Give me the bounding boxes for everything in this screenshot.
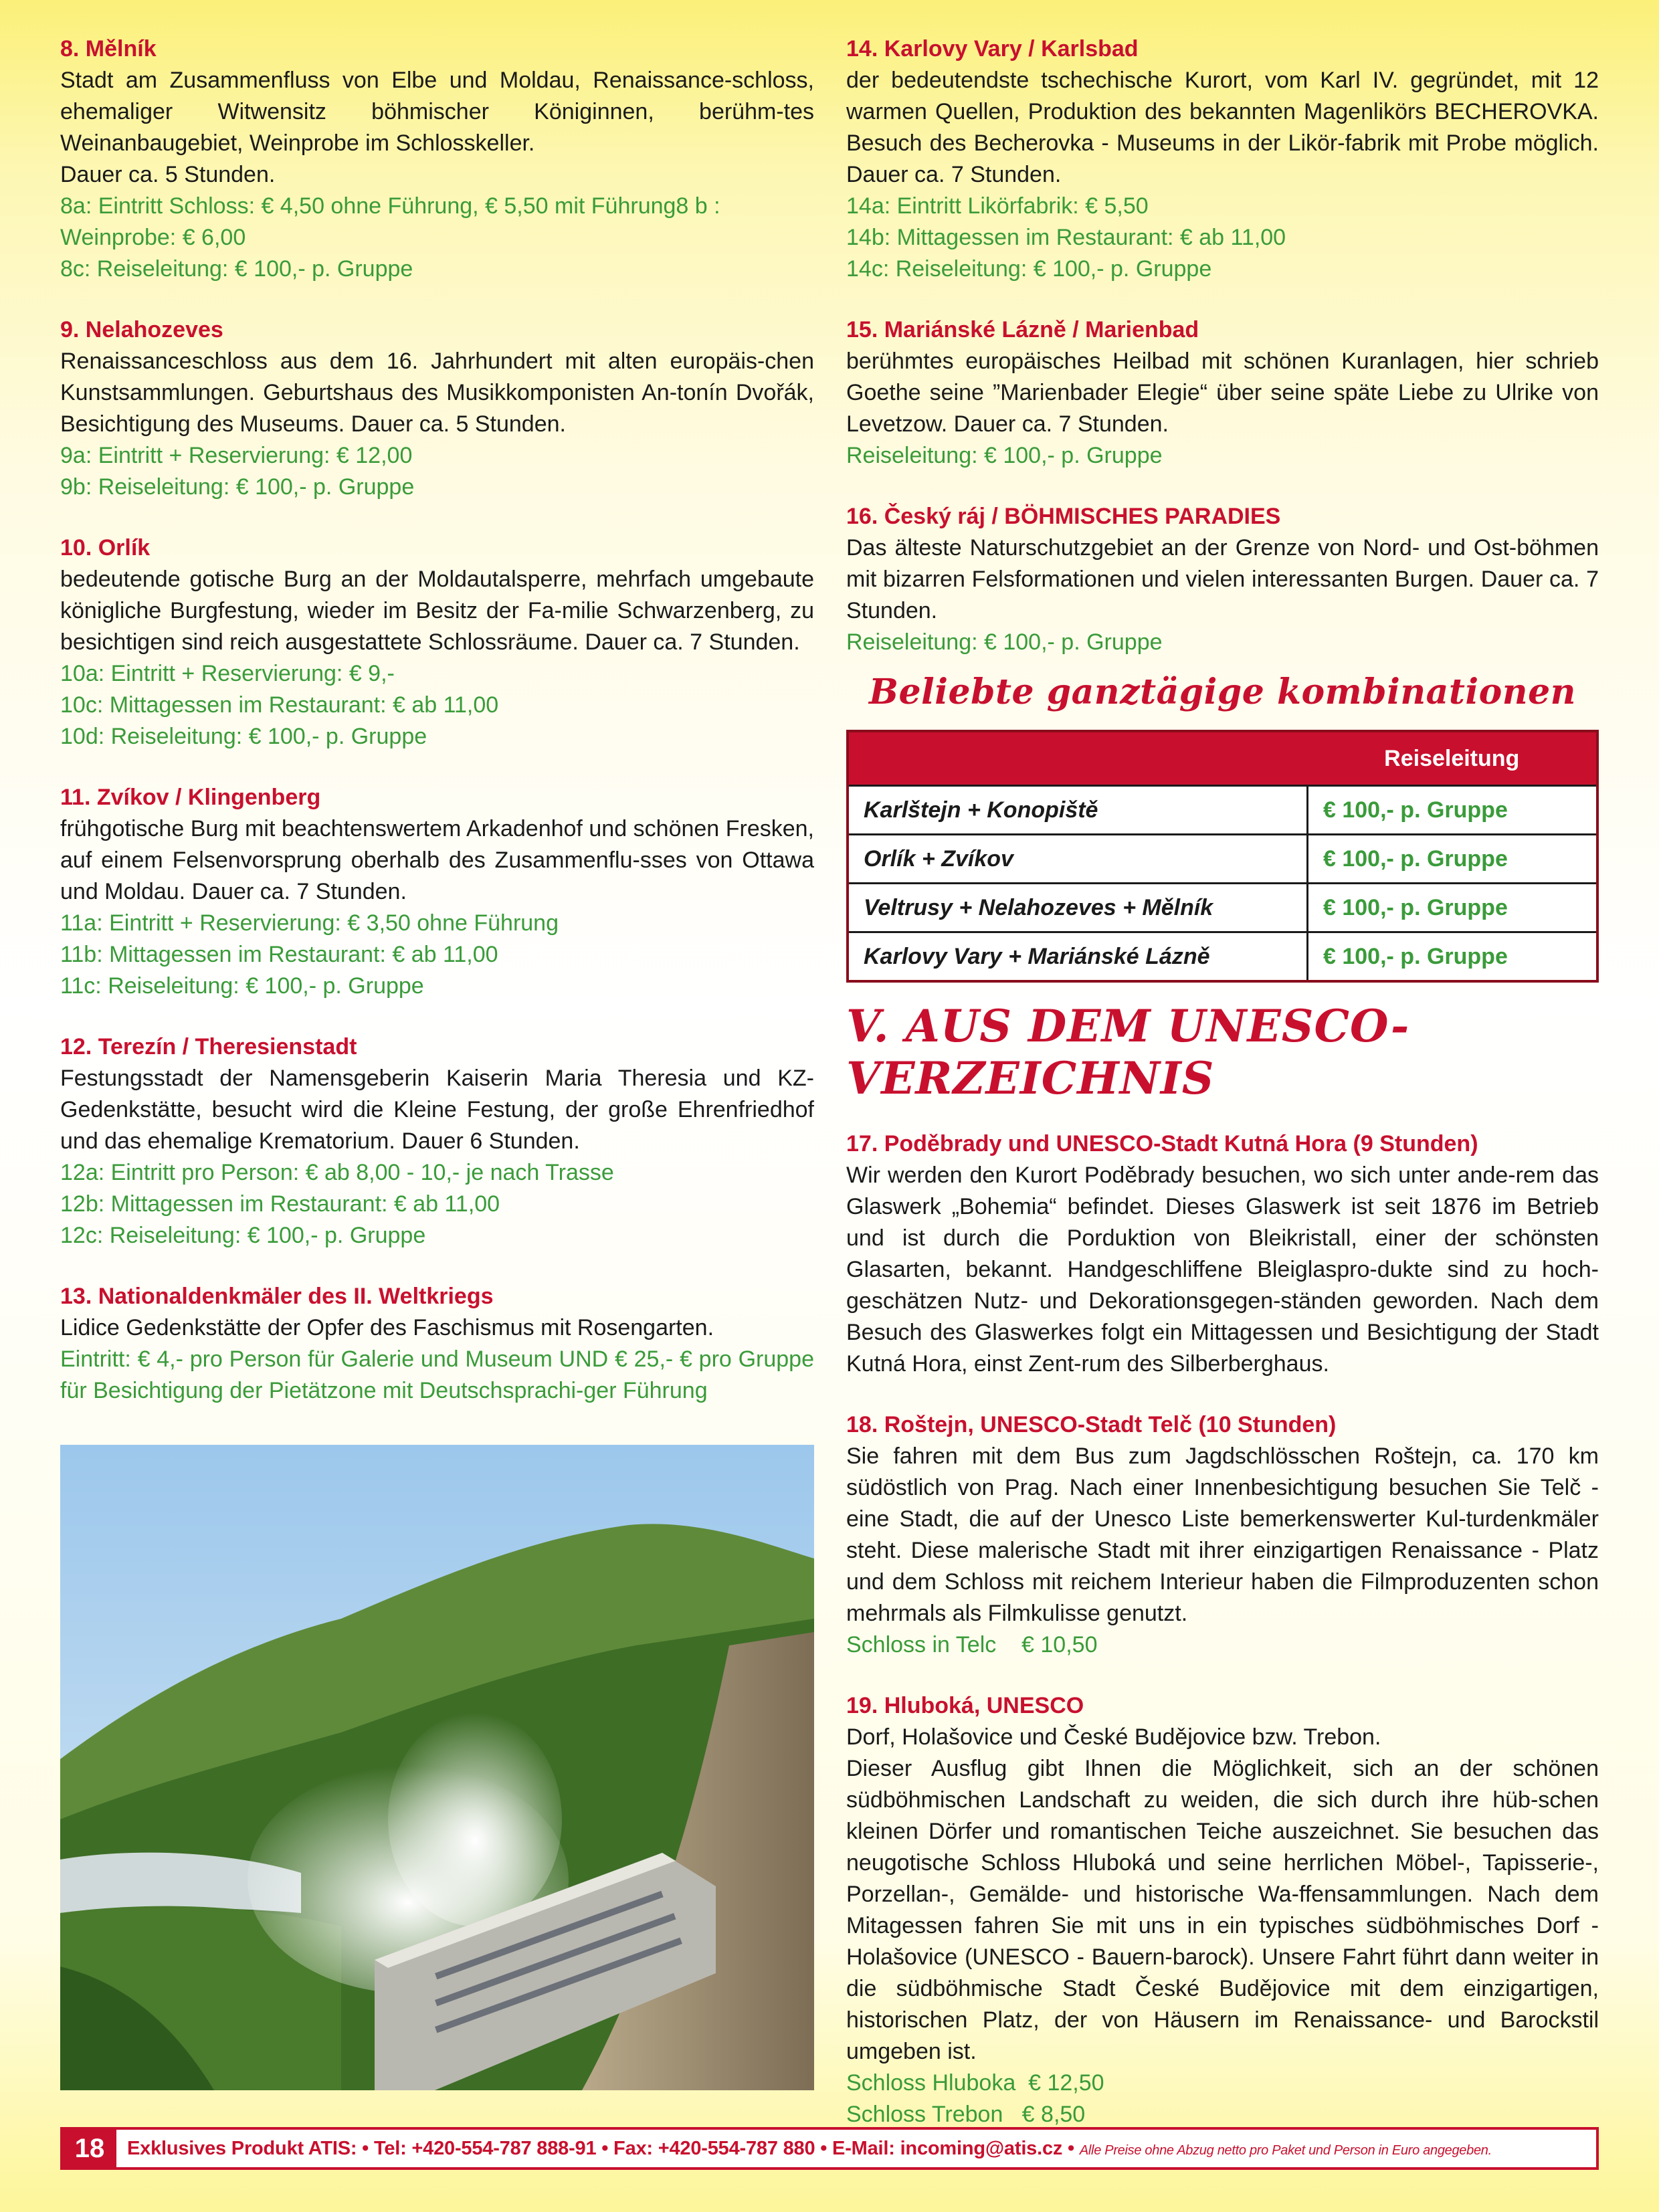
left-column: [60, 33, 814, 1436]
section-cesky-raj: [846, 501, 1599, 658]
section-body: Lidice Gedenkstätte der Opfer des Faschismus mit Rosengarten.: [60, 1315, 714, 1340]
section-body: Dieser Ausflug gibt Ihnen die Möglichkeit, sich an der schönen südböhmischen Landschaft zu weiden, die sich durch ihre hüb-schen kleinen Dörfer und romantischen Teiche auszeichnet. Sie besuchen das neugotische Schloss Hluboká und seine herrlichen Möbel-, Tapisserie-, Porzellan-, Gemälde- und historische Wa-ffensammlungen. Nach dem Mitagessen fahren Sie mit uns in ein typisches südböhmisches Dorf - Holašovice (UNESCO - Bauern-barock). Unsere Fahrt führt dann weiter in die südböhmische Stadt České Budějovice mit dem einzigartigen, historischen Platz, der von Häusern im Renaissance- und Barockstil umgeben ist.: [846, 1756, 1599, 2064]
section-body: Renaissanceschloss aus dem 16. Jahrhundert mit alten europäis-chen Kunstsammlungen. Geburtshaus des Musikkomponisten An-tonín Dvořák, Besichtigung des Museums. Dauer ca. 5 Stunden.: [60, 348, 814, 437]
price-line: 10d: Reiseleitung: € 100,- p. Gruppe: [60, 724, 427, 749]
price-line: Eintritt: € 4,- pro Person für Galerie und Museum UND € 25,- € pro Gruppe für Besichtigung der Pietätzone mit Deutschsprachi-ger Führung: [60, 1346, 814, 1403]
price-line: Schloss Trebon € 8,50: [846, 2102, 1086, 2127]
combi-name: Orlík + Zvíkov: [848, 835, 1308, 884]
price-line: Schloss in Telc € 10,50: [846, 1632, 1098, 1657]
section-body: Dorf, Holašovice und České Budějovice bzw. Trebon.: [846, 1724, 1381, 1750]
section-title: 16. Český ráj / BÖHMISCHES PARADIES: [846, 504, 1281, 529]
table-row: [848, 786, 1597, 835]
price-line: 14c: Reiseleitung: € 100,- p. Gruppe: [846, 256, 1212, 282]
section-body: frühgotische Burg mit beachtenswertem Arkadenhof und schönen Fresken, auf einem Felsenvorsprung oberhalb des Zusammenflu-sses von Ottawa und Moldau. Dauer ca. 7 Stunden.: [60, 816, 814, 904]
combi-name: Veltrusy + Nelahozeves + Mělník: [848, 884, 1308, 932]
section-title: 14. Karlovy Vary / Karlsbad: [846, 36, 1139, 62]
section-body: Wir werden den Kurort Poděbrady besuchen, wo sich unter ande-rem das Glaswerk „Bohemia“ befindet. Dieses Glaswerk ist seit 1876 im Betrieb und ist durch die Porduktion von Bleikristall, einer der schönsten Glasarten, bekannt. Handgeschliffene Bleiglaspro-dukte sind zu hoch-geschätzen Nutz- und Dekorationsgegen-ständen geworden. Nach dem Besuch des Glaswerkes folgt ein Mittagessen und Besichtigung der Stadt Kutná Hora, einst Zent-rum des Silberberghaus.: [846, 1163, 1599, 1377]
section-title: 11. Zvíkov / Klingenberg: [60, 785, 321, 810]
section-body: Dauer ca. 5 Stunden.: [60, 162, 276, 187]
price-line: 12c: Reiseleitung: € 100,- p. Gruppe: [60, 1223, 426, 1248]
section-nationaldenkmaeler: [60, 1281, 814, 1407]
combi-value: € 100,- p. Gruppe: [1308, 932, 1598, 982]
section-title: 17. Poděbrady und UNESCO-Stadt Kutná Hora (9 Stunden): [846, 1131, 1478, 1157]
combi-title: Beliebte ganztägige kombinationen: [869, 672, 1576, 712]
section-body: der bedeutendste tschechische Kurort, vom Karl IV. gegründet, mit 12 warmen Quellen, Produktion des bekannten Magenlikörs BECHEROVKA. Besuch des Becherovka - Museums in der Likör-fabrik mit Probe möglich. Dauer ca. 7 Stunden.: [846, 68, 1599, 187]
price-line: 14a: Eintritt Likörfabrik: € 5,50: [846, 193, 1149, 219]
dam-photo: [60, 1445, 814, 2090]
table-row: [848, 835, 1597, 884]
section-body: Sie fahren mit dem Bus zum Jagdschlösschen Roštejn, ca. 170 km südöstlich von Prag. Nach einer Innenbesichtigung besuchen Sie Telč - eine Stadt, die auf der Unesco Liste bemerkenswerter Kul-turdenkmäler steht. Diese malerische Stadt mit ihrer einzigartigen Renaissance - Platz und dem Schloss mit reichem Interieur haben die Filmproduzenten schon mehrmals als Filmkulisse genutzt.: [846, 1443, 1599, 1626]
unesco-title: V. AUS DEM UNESCO-VERZEICHNIS: [846, 1000, 1410, 1104]
section-title: 13. Nationaldenkmäler des II. Weltkriegs: [60, 1284, 494, 1309]
combi-value: € 100,- p. Gruppe: [1308, 884, 1598, 932]
price-line: Schloss Hluboka € 12,50: [846, 2070, 1104, 2096]
price-line: 11a: Eintritt + Reservierung: € 3,50 ohne Führung: [60, 910, 559, 936]
footer-bar: [60, 2127, 1599, 2170]
footer-note: Alle Preise ohne Abzug netto pro Paket und Person in Euro angegeben.: [1079, 2142, 1492, 2158]
section-podebrady: [846, 1128, 1599, 1380]
section-orlik: [60, 532, 814, 752]
section-body: Festungsstadt der Namensgeberin Kaiserin Maria Theresia und KZ-Gedenkstätte, besucht wird die Kleine Festung, der große Ehrenfriedhof und das ehemalige Krematorium. Dauer 6 Stunden.: [60, 1066, 814, 1154]
page-number: 18: [63, 2130, 116, 2167]
combi-table: [846, 730, 1599, 983]
combi-header-blank: [848, 731, 1308, 786]
section-title: 10. Orlík: [60, 535, 151, 561]
price-line: 9a: Eintritt + Reservierung: € 12,00: [60, 443, 413, 468]
combi-name: Karlovy Vary + Mariánské Lázně: [848, 932, 1308, 982]
section-title: 19. Hluboká, UNESCO: [846, 1693, 1084, 1718]
combi-name: Karlštejn + Konopiště: [848, 786, 1308, 835]
table-row: [848, 932, 1597, 982]
footer-contact: [116, 2138, 1492, 2160]
price-line: 12a: Eintritt pro Person: € ab 8,00 - 10,- je nach Trasse: [60, 1160, 614, 1185]
right-column: [846, 33, 1599, 2160]
price-line: Reiseleitung: € 100,- p. Gruppe: [846, 443, 1163, 468]
section-title: 15. Mariánské Lázně / Marienbad: [846, 317, 1199, 342]
dam-illustration: [60, 1445, 814, 2090]
price-line: 10c: Mittagessen im Restaurant: € ab 11,00: [60, 692, 499, 718]
section-title: 18. Roštejn, UNESCO-Stadt Telč (10 Stunden): [846, 1412, 1337, 1437]
combi-header-label: Reiseleitung: [1308, 731, 1598, 786]
table-row: [848, 884, 1597, 932]
price-line: 11c: Reiseleitung: € 100,- p. Gruppe: [60, 973, 424, 999]
section-rostejn: [846, 1409, 1599, 1661]
combi-header-row: [848, 731, 1597, 786]
price-line: 8c: Reiseleitung: € 100,- p. Gruppe: [60, 256, 413, 282]
section-marianske-lazne: [846, 314, 1599, 472]
section-title: 9. Nelahozeves: [60, 317, 223, 342]
section-body: berühmtes europäisches Heilbad mit schönen Kuranlagen, hier schrieb Goethe seine ”Marienbader Elegie“ über seine späte Liebe zu Ulrike von Levetzow. Dauer ca. 7 Stunden.: [846, 348, 1599, 437]
price-line: 8a: Eintritt Schloss: € 4,50 ohne Führung, € 5,50 mit Führung8 b : Weinprobe: € 6,00: [60, 193, 720, 250]
price-line: Reiseleitung: € 100,- p. Gruppe: [846, 629, 1163, 655]
footer-text: Exklusives Produkt ATIS: • Tel: +420-554-787 888-91 • Fax: +420-554-787 880 • E-Mail: incoming@atis.cz •: [127, 2137, 1075, 2159]
combi-value: € 100,- p. Gruppe: [1308, 786, 1598, 835]
section-body: Das älteste Naturschutzgebiet an der Grenze von Nord- und Ost-böhmen mit bizarren Felsformationen und vielen interessanten Burgen. Dauer ca. 7 Stunden.: [846, 535, 1599, 623]
price-line: 9b: Reiseleitung: € 100,- p. Gruppe: [60, 474, 415, 500]
price-line: 12b: Mittagessen im Restaurant: € ab 11,00: [60, 1191, 500, 1217]
section-title: 8. Mělník: [60, 36, 157, 62]
section-title: 12. Terezín / Theresienstadt: [60, 1034, 357, 1060]
section-hluboka: [846, 1690, 1599, 2130]
section-body: bedeutende gotische Burg an der Moldautalsperre, mehrfach umgebaute königliche Burgfestung, wieder im Besitz der Fa-milie Schwarzenberg, zu besichtigen sind reich ausgestattete Schlossräume. Dauer ca. 7 Stunden.: [60, 567, 814, 655]
price-line: 14b: Mittagessen im Restaurant: € ab 11,00: [846, 225, 1286, 250]
price-line: 10a: Eintritt + Reservierung: € 9,-: [60, 661, 395, 686]
price-line: 11b: Mittagessen im Restaurant: € ab 11,00: [60, 942, 498, 967]
section-karlovy-vary: [846, 33, 1599, 285]
section-body: Stadt am Zusammenfluss von Elbe und Moldau, Renaissance-schloss, ehemaliger Witwensitz böhmischer Königinnen, berühm-tes Weinanbaugebiet, Weinprobe im Schlosskeller.: [60, 68, 814, 156]
section-zvikov: [60, 782, 814, 1002]
section-nelahozeves: [60, 314, 814, 503]
section-melnik: [60, 33, 814, 285]
combi-value: € 100,- p. Gruppe: [1308, 835, 1598, 884]
section-terezin: [60, 1031, 814, 1251]
